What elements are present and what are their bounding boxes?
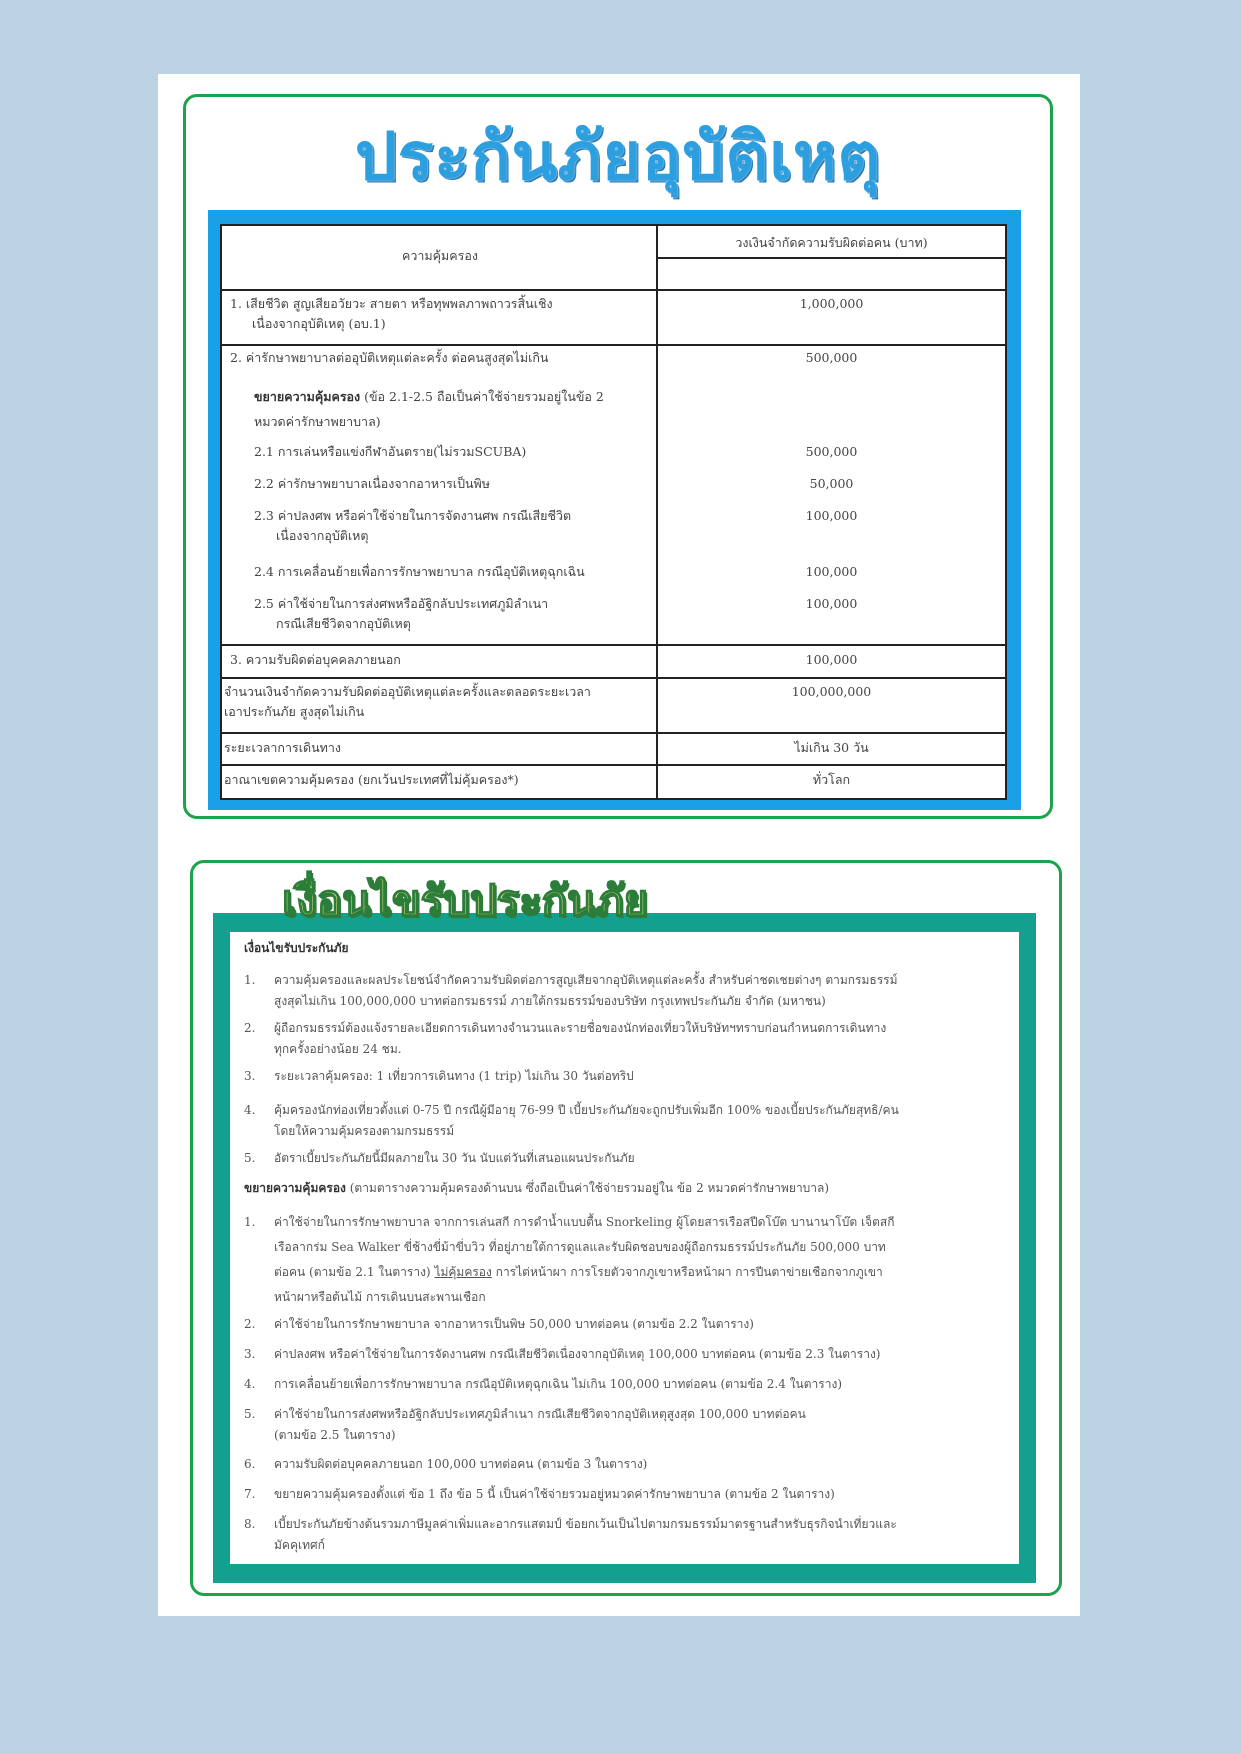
item-text: อัตราเบี้ยประกันภัยนี้มีผลภายใน 30 วัน นับแต่วันที่เสนอแผนประกันภัย xyxy=(274,1151,635,1165)
row-divider xyxy=(658,257,1005,259)
item-number: 3. xyxy=(244,1069,256,1083)
item-text: เบี้ยประกันภัยข้างต้นรวมภาษีมูลค่าเพิ่มและอากรแสตมป์ ข้อยกเว้นเป็นไปตามกรมธรรม์มาตรฐานสำหรับธุรกิจนำเที่ยวและ xyxy=(274,1517,897,1531)
header-limit: วงเงินจำกัดความรับผิดต่อคน (บาท) xyxy=(735,235,928,250)
row-divider xyxy=(222,732,1005,734)
condition-item xyxy=(244,1066,1005,1087)
row-label-line: 2.5 ค่าใช้จ่ายในการส่งศพหรืออัฐิกลับประเทศภูมิลำเนา xyxy=(254,596,549,611)
row-divider xyxy=(222,344,1005,346)
extension-item xyxy=(244,1374,1005,1395)
row-divider xyxy=(222,677,1005,679)
row-label: 2. ค่ารักษาพยาบาลต่ออุบัติเหตุแต่ละครั้ง ต่อคนสูงสุดไม่เกิน xyxy=(230,350,549,365)
row-label xyxy=(254,384,654,434)
row-value: 100,000 xyxy=(805,596,858,611)
row-label: 3. ความรับผิดต่อบุคคลภายนอก xyxy=(230,652,401,667)
extension-item xyxy=(244,1454,1005,1475)
condition-item xyxy=(244,1148,1005,1169)
row-value: 500,000 xyxy=(805,350,858,365)
item-text: หน้าผาหรือต้นไม้ การเดินบนสะพานเชือก xyxy=(274,1290,486,1304)
row-label: ระยะเวลาการเดินทาง xyxy=(224,740,342,755)
item-number: 4. xyxy=(244,1377,256,1391)
item-number: 1. xyxy=(244,1215,256,1229)
row-divider xyxy=(222,289,1005,291)
row-value: 50,000 xyxy=(809,476,854,491)
item-text: เรือลากร่ม Sea Walker ขี่ช้างขี่ม้าขี่บวิว ที่อยู่ภายใต้การดูแลและรับผิดชอบของผู้ถือกรมธรรม์ประกันภัย 500,000 บาท xyxy=(274,1240,886,1254)
conditions-panel xyxy=(230,932,1019,1564)
header-coverage: ความคุ้มครอง xyxy=(402,248,478,263)
row-label xyxy=(254,506,674,546)
row-label-line: เนื่องจากอุบัติเหตุ xyxy=(276,528,369,543)
item-number: 3. xyxy=(244,1347,256,1361)
row-divider xyxy=(222,764,1005,766)
extension-item xyxy=(244,1210,1005,1310)
row-value: 100,000 xyxy=(805,564,858,579)
row-label: อาณาเขตความคุ้มครอง (ยกเว้นประเทศที่ไม่คุ้มครอง*) xyxy=(224,772,519,787)
coverage-table xyxy=(220,224,1007,800)
extension-heading xyxy=(244,1178,1005,1199)
item-text: มัคคุเทศก์ xyxy=(274,1538,325,1552)
item-number: 1. xyxy=(244,973,256,987)
row-label xyxy=(230,294,650,334)
item-text: ระยะเวลาคุ้มครอง: 1 เที่ยวการเดินทาง (1 trip) ไม่เกิน 30 วันต่อทริป xyxy=(274,1069,634,1083)
item-text: ค่าใช้จ่ายในการรักษาพยาบาล จากการเล่นสกี การดำน้ำแบบตื้น Snorkeling ผู้โดยสารเรือสปีดโบ๊ต บานานาโบ๊ต เจ็ตสกี xyxy=(274,1215,895,1229)
row-label: 2.1 การเล่นหรือแข่งกีฬาอันตราย(ไม่รวมSCUBA) xyxy=(254,444,527,459)
row-label-bold: ขยายความคุ้มครอง xyxy=(254,389,361,404)
row-value: 100,000 xyxy=(805,508,858,523)
item-text: (ตามข้อ 2.5 ในตาราง) xyxy=(274,1428,396,1442)
extension-item xyxy=(244,1314,1005,1335)
item-text: คุ้มครองนักท่องเที่ยวตั้งแต่ 0-75 ปี กรณีผู้มีอายุ 76-99 ปี เบี้ยประกันภัยจะถูกปรับเพิ่มอีก 100% ของเบี้ยประกันภัยสุทธิ/คน xyxy=(274,1103,899,1117)
row-value: 1,000,000 xyxy=(799,296,864,311)
extension-heading-text: (ตามตารางความคุ้มครองด้านบน ซึ่งถือเป็นค่าใช้จ่ายรวมอยู่ใน ข้อ 2 หมวดค่ารักษาพยาบาล) xyxy=(345,1181,830,1195)
extension-heading-bold: ขยายความคุ้มครอง xyxy=(244,1181,346,1195)
item-number: 8. xyxy=(244,1517,256,1531)
row-label: 2.4 การเคลื่อนย้ายเพื่อการรักษาพยาบาล กรณีอุบัติเหตุฉุกเฉิน xyxy=(254,564,585,579)
row-label-line: จำนวนเงินจำกัดความรับผิดต่ออุบัติเหตุแต่ละครั้งและตลอดระยะเวลา xyxy=(224,684,591,699)
row-label xyxy=(224,682,644,722)
item-text: ค่าใช้จ่ายในการส่งศพหรืออัฐิกลับประเทศภูมิลำเนา กรณีเสียชีวิตจากอุบัติเหตุสูงสุด 100,000 บาทต่อคน xyxy=(274,1407,806,1421)
row-divider xyxy=(222,644,1005,646)
extension-item xyxy=(244,1484,1005,1505)
item-text: ทุกครั้งอย่างน้อย 24 ชม. xyxy=(274,1042,402,1056)
row-value: ทั่วโลก xyxy=(812,772,851,787)
row-label-line: (ข้อ 2.1-2.5 ถือเป็นค่าใช้จ่ายรวมอยู่ในข้อ 2 xyxy=(360,389,604,404)
row-label-line: หมวดค่ารักษาพยาบาล) xyxy=(254,414,381,429)
condition-item xyxy=(244,970,1005,1012)
row-value: 500,000 xyxy=(805,444,858,459)
row-label-line: กรณีเสียชีวิตจากอุบัติเหตุ xyxy=(276,616,411,631)
item-text: ผู้ถือกรมธรรม์ต้องแจ้งรายละเอียดการเดินทางจำนวนและรายชื่อของนักท่องเที่ยวให้บริษัทฯทราบก่อนกำหนดการเดินทาง xyxy=(274,1021,887,1035)
item-text: การเคลื่อนย้ายเพื่อการรักษาพยาบาล กรณีอุบัติเหตุฉุกเฉิน ไม่เกิน 100,000 บาทต่อคน (ตามข้อ 2.4 ในตาราง) xyxy=(274,1377,843,1391)
item-text: ค่าใช้จ่ายในการรักษาพยาบาล จากอาหารเป็นพิษ 50,000 บาทต่อคน (ตามข้อ 2.2 ในตาราง) xyxy=(274,1317,754,1331)
accident-insurance-title: ประกันภัยอุบัติเหตุ xyxy=(354,118,882,195)
condition-item xyxy=(244,1018,1005,1060)
conditions-heading: เงื่อนไขรับประกันภัย xyxy=(244,941,349,955)
extension-item xyxy=(244,1344,1005,1365)
row-label-line: เนื่องจากอุบัติเหตุ (อบ.1) xyxy=(252,316,386,331)
item-text: ความคุ้มครองและผลประโยชน์จำกัดความรับผิดต่อการสูญเสียจากอุบัติเหตุแต่ละครั้ง สำหรับค่าชดเชยต่างๆ ตามกรมธรรม์ xyxy=(274,973,898,987)
row-value: 100,000,000 xyxy=(791,684,872,699)
item-text: ต่อคน (ตามข้อ 2.1 ในตาราง) xyxy=(274,1265,435,1279)
row-label-line: 2.3 ค่าปลงศพ หรือค่าใช้จ่ายในการจัดงานศพ กรณีเสียชีวิต xyxy=(254,508,572,523)
item-text: ความรับผิดต่อบุคคลภายนอก 100,000 บาทต่อคน (ตามข้อ 3 ในตาราง) xyxy=(274,1457,648,1471)
item-text: การไต่หน้าผา การโรยตัวจากภูเขาหรือหน้าผา การปีนตาข่ายเชือกจากภูเขา xyxy=(491,1265,883,1279)
item-number: 5. xyxy=(244,1151,256,1165)
row-label xyxy=(254,594,674,634)
item-number: 7. xyxy=(244,1487,256,1501)
row-label-line: เอาประกันภัย สูงสุดไม่เกิน xyxy=(224,704,365,719)
item-text: ขยายความคุ้มครองตั้งแต่ ข้อ 1 ถึง ข้อ 5 นี้ เป็นค่าใช้จ่ายรวมอยู่หมวดค่ารักษาพยาบาล (ตามข้อ 2 ในตาราง) xyxy=(274,1487,835,1501)
item-number: 5. xyxy=(244,1407,256,1421)
item-text: โดยให้ความคุ้มครองตามกรมธรรม์ xyxy=(274,1124,455,1138)
item-number: 6. xyxy=(244,1457,256,1471)
row-label: 2.2 ค่ารักษาพยาบาลเนื่องจากอาหารเป็นพิษ xyxy=(254,476,491,491)
extension-item xyxy=(244,1514,1005,1556)
item-text: ค่าปลงศพ หรือค่าใช้จ่ายในการจัดงานศพ กรณีเสียชีวิตเนื่องจากอุบัติเหตุ 100,000 บาทต่อคน (ตามข้อ 2.3 ในตาราง) xyxy=(274,1347,881,1361)
conditions-title: เงื่อนไขรับประกันภัย xyxy=(282,876,649,925)
item-number: 2. xyxy=(244,1021,256,1035)
row-label-line: 1. เสียชีวิต สูญเสียอวัยวะ สายตา หรือทุพพลภาพถาวรสิ้นเชิง xyxy=(230,296,553,311)
item-text-underlined: ไม่คุ้มครอง xyxy=(434,1265,492,1279)
extension-item xyxy=(244,1404,1005,1446)
item-number: 4. xyxy=(244,1103,256,1117)
condition-item xyxy=(244,1100,1005,1142)
item-number: 2. xyxy=(244,1317,256,1331)
item-text: สูงสุดไม่เกิน 100,000,000 บาทต่อกรมธรรม์ ภายใต้กรมธรรม์ของบริษัท กรุงเทพประกันภัย จำกัด (มหาชน) xyxy=(274,994,826,1008)
row-value: 100,000 xyxy=(805,652,858,667)
row-value: ไม่เกิน 30 วัน xyxy=(794,740,869,755)
